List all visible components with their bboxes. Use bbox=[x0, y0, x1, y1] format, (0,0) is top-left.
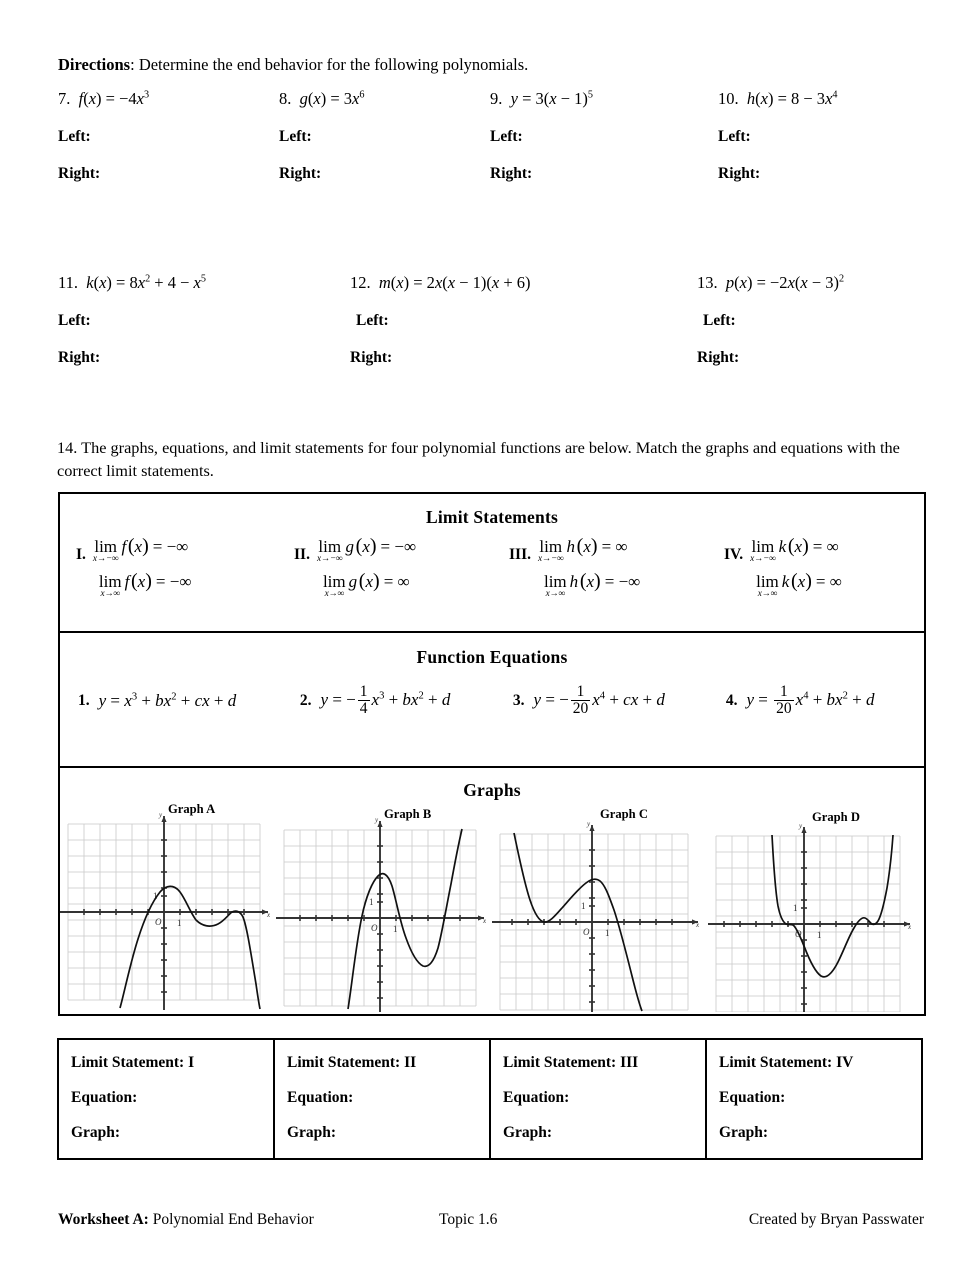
equation-2-frac-denominator: 4 bbox=[359, 699, 368, 717]
problem-7-equation: 7. $f(x) = -4x^3$ bbox=[58, 89, 150, 108]
limit-ii-line2-sub: x→∞ bbox=[324, 589, 345, 600]
svg-text:1: 1 bbox=[793, 903, 798, 913]
graphs-row bbox=[60, 804, 924, 1014]
svg-text:1: 1 bbox=[153, 891, 158, 901]
problem-10-left-label: Left: bbox=[718, 128, 751, 145]
directions-line bbox=[58, 55, 528, 75]
limit-ii-fn: g bbox=[345, 537, 354, 556]
limit-i-fn: f bbox=[121, 537, 127, 556]
function-equations-section bbox=[60, 633, 924, 768]
page-footer bbox=[58, 1211, 924, 1229]
problem-9 bbox=[490, 89, 593, 183]
graph-d-cell bbox=[708, 804, 924, 1014]
equation-2-number: 2. bbox=[299, 692, 312, 710]
limit-statement-iii-line2: lim x→∞ h (x) = −∞ bbox=[543, 570, 641, 600]
problem-12-number: 12. bbox=[350, 273, 371, 292]
answer-iv-equation-label[interactable]: Equation: bbox=[719, 1089, 786, 1106]
graphs-header: Graphs bbox=[463, 780, 521, 800]
graph-a-plot bbox=[60, 804, 277, 1012]
limit-statement-ii-line1: lim x→−∞ g (x) = −∞ bbox=[316, 535, 417, 564]
graph-a-cell bbox=[60, 804, 276, 1014]
answer-iii-graph-label[interactable]: Graph: bbox=[503, 1124, 553, 1141]
limit-i-fn2: f bbox=[124, 572, 130, 592]
equation-3-body: y = − $\frac{1}{20}$ $x^4$ + cx + d bbox=[533, 683, 665, 717]
limit-iv-fn2: k bbox=[781, 572, 790, 592]
svg-text:1: 1 bbox=[393, 924, 398, 934]
equation-2-frac-numerator: 1 bbox=[359, 683, 368, 700]
problem-9-number: 9. bbox=[490, 89, 503, 108]
limit-i-line2-sub: x→∞ bbox=[100, 589, 120, 600]
answer-ii-equation-label[interactable]: Equation: bbox=[287, 1089, 354, 1106]
graphs-section bbox=[60, 768, 924, 1017]
graph-b-cell bbox=[276, 804, 492, 1014]
limit-statement-iv-roman: IV. bbox=[724, 546, 744, 563]
directions-text: : Determine the end behavior for the following polynomials. bbox=[130, 55, 529, 74]
problem-10-right-label: Right: bbox=[718, 165, 761, 182]
limit-statements-header: Limit Statements bbox=[426, 507, 558, 527]
limit-statement-iii-line1: lim x→−∞ h (x) = ∞ bbox=[537, 535, 628, 564]
limit-ii-line1-sub: x→−∞ bbox=[316, 554, 343, 564]
equation-4-number: 4. bbox=[725, 692, 738, 710]
equation-4-frac-numerator: 1 bbox=[780, 683, 788, 700]
question-14-text: The graphs, equations, and limit statements for four polynomial functions are below. Match the graphs and equations with the correct limit statements. bbox=[57, 438, 900, 481]
svg-text:1: 1 bbox=[817, 930, 822, 940]
answer-box-ii[interactable] bbox=[275, 1040, 491, 1158]
problem-9-right-label: Right: bbox=[490, 165, 533, 182]
problem-13-number: 13. bbox=[697, 273, 718, 292]
function-equations-grid bbox=[60, 685, 924, 718]
equation-4-body: y = $\frac{1}{20}$ $x^4 + bx^2 + d$ bbox=[746, 683, 875, 717]
svg-text:1: 1 bbox=[177, 918, 182, 928]
equation-1 bbox=[60, 685, 300, 718]
answer-i-equation-label[interactable]: Equation: bbox=[71, 1089, 138, 1106]
footer-credit: Created by Bryan Passwater bbox=[748, 1211, 924, 1228]
problem-8 bbox=[279, 89, 364, 183]
answer-iii-statement: Limit Statement: III bbox=[503, 1054, 639, 1071]
footer-worksheet-title: Polynomial End Behavior bbox=[148, 1211, 314, 1228]
limit-iii-fn: h bbox=[566, 537, 576, 556]
problem-13-right-label: Right: bbox=[697, 349, 740, 366]
graph-d-plot bbox=[708, 804, 918, 1012]
svg-text:O: O bbox=[583, 927, 590, 937]
problem-11-right-label: Right: bbox=[58, 349, 101, 366]
limit-iv-line2-sub: x→∞ bbox=[757, 589, 778, 600]
graph-c-plot bbox=[492, 804, 709, 1012]
problem-11-number: 11. bbox=[58, 273, 79, 292]
problem-8-equation: 8. $g(x) = 3x^6$ bbox=[279, 89, 365, 108]
answer-ii-statement: Limit Statement: II bbox=[287, 1054, 417, 1071]
svg-text:y: y bbox=[159, 811, 163, 819]
answer-iv-graph-label[interactable]: Graph: bbox=[719, 1124, 769, 1141]
svg-text:y: y bbox=[375, 816, 379, 824]
limit-iii-line2-sub: x→∞ bbox=[545, 589, 566, 600]
answer-box-i[interactable] bbox=[59, 1040, 275, 1158]
limit-i-line1-sub: x→−∞ bbox=[92, 554, 119, 564]
problem-10 bbox=[718, 89, 838, 183]
answer-iii-equation-label[interactable]: Equation: bbox=[503, 1089, 570, 1106]
problem-9-equation: 9. $y = 3(x - 1)^5$ bbox=[490, 89, 594, 108]
problem-12-left-label: Left: bbox=[356, 312, 389, 329]
equation-1-body: $y = x^3 + bx^2$ + cx + d bbox=[98, 691, 237, 711]
footer-worksheet-label: Worksheet A: bbox=[58, 1211, 149, 1228]
directions-label: Directions bbox=[58, 55, 131, 74]
problem-9-left-label: Left: bbox=[490, 128, 523, 145]
problem-7 bbox=[58, 89, 149, 183]
svg-text:y: y bbox=[587, 820, 591, 828]
graph-b-title: Graph B bbox=[384, 807, 432, 821]
limit-statement-iii bbox=[509, 535, 724, 609]
svg-text:1: 1 bbox=[605, 928, 610, 938]
limit-ii-line1-value: −∞ bbox=[394, 537, 417, 556]
equation-4 bbox=[726, 685, 924, 718]
equation-3-number: 3. bbox=[512, 692, 525, 710]
problem-8-left-label: Left: bbox=[279, 128, 312, 145]
footer-topic: Topic 1.6 bbox=[439, 1211, 498, 1228]
limit-statement-iv bbox=[724, 535, 924, 609]
problem-13-equation: 13. $p(x) = -2x(x - 3)^2$ bbox=[697, 273, 845, 292]
equation-2 bbox=[300, 685, 513, 718]
problem-13-left-label: Left: bbox=[703, 312, 736, 329]
svg-text:1: 1 bbox=[581, 901, 586, 911]
problem-7-number: 7. bbox=[58, 89, 71, 108]
limit-ii-line2-value: ∞ bbox=[397, 572, 410, 592]
equation-4-frac-denominator: 20 bbox=[776, 699, 792, 717]
graph-b-plot bbox=[276, 804, 493, 1012]
limit-statements-section bbox=[60, 494, 924, 633]
svg-text:y: y bbox=[799, 822, 803, 830]
matching-box bbox=[58, 492, 926, 1016]
limit-statement-ii-line2: lim x→∞ g (x) = ∞ bbox=[322, 570, 410, 600]
answer-box-iv[interactable] bbox=[707, 1040, 921, 1158]
svg-text:O: O bbox=[155, 917, 162, 927]
graph-c-title: Graph C bbox=[600, 807, 648, 821]
problem-8-right-label: Right: bbox=[279, 165, 322, 182]
graph-c-cell bbox=[492, 804, 708, 1014]
graph-a-title: Graph A bbox=[168, 802, 216, 816]
problem-10-equation: 10. $h(x) = 8 - 3x^4$ bbox=[718, 89, 838, 108]
limit-statement-i bbox=[60, 535, 294, 609]
limit-iv-line2-value: ∞ bbox=[829, 572, 842, 592]
limit-statements-grid bbox=[60, 535, 924, 609]
problem-11-left-label: Left: bbox=[58, 312, 91, 329]
problem-12-equation: 12. m(x) = 2x(x − 1)(x + 6) bbox=[350, 273, 531, 292]
problem-13 bbox=[697, 273, 844, 367]
equation-2-body: y = − $\frac{1}{4}$ $x^3 + bx^2 + d$ bbox=[320, 683, 451, 717]
limit-i-line2-value: −∞ bbox=[169, 572, 192, 592]
limit-statement-i-line1: lim x→−∞ f (x) = −∞ bbox=[92, 535, 189, 564]
svg-text:1: 1 bbox=[369, 897, 374, 907]
limit-iii-line2-value: −∞ bbox=[618, 572, 641, 592]
problem-11 bbox=[58, 273, 206, 367]
svg-text:x: x bbox=[483, 917, 487, 925]
limit-statement-iii-roman: III. bbox=[509, 546, 531, 563]
problem-12-right-label: Right: bbox=[350, 349, 393, 366]
limit-iii-fn2: h bbox=[569, 572, 579, 592]
equation-4-fraction bbox=[774, 684, 794, 717]
function-equations-header: Function Equations bbox=[416, 647, 568, 667]
problem-10-number: 10. bbox=[718, 89, 739, 108]
svg-text:O: O bbox=[371, 923, 378, 933]
svg-text:x: x bbox=[267, 911, 271, 919]
answer-i-statement: Limit Statement: I bbox=[71, 1054, 195, 1071]
problem-7-left-label: Left: bbox=[58, 128, 91, 145]
answer-ii-graph-label[interactable]: Graph: bbox=[287, 1124, 337, 1141]
limit-ii-fn2: g bbox=[348, 572, 358, 592]
limit-statement-ii bbox=[294, 535, 509, 609]
limit-statement-i-roman: I. bbox=[76, 546, 86, 563]
limit-statement-ii-roman: II. bbox=[294, 546, 310, 563]
equation-3-frac-denominator: 20 bbox=[572, 699, 589, 717]
answer-iv-statement: Limit Statement: IV bbox=[719, 1054, 854, 1071]
svg-text:O: O bbox=[795, 929, 802, 939]
problem-12 bbox=[350, 273, 531, 367]
problem-11-equation: 11. $k(x) = 8x^2 + 4 - x^5$ bbox=[58, 273, 206, 292]
answer-box-iii[interactable] bbox=[491, 1040, 707, 1158]
limit-statement-iv-line1: lim x→−∞ k (x) = ∞ bbox=[750, 535, 839, 564]
limit-iv-fn: k bbox=[778, 537, 787, 556]
question-14-number: 14. bbox=[57, 438, 78, 457]
limit-iii-line1-value: ∞ bbox=[615, 537, 628, 556]
limit-iii-line1-sub: x→−∞ bbox=[537, 554, 564, 564]
problem-7-right-label: Right: bbox=[58, 165, 101, 182]
limit-iv-line1-sub: x→−∞ bbox=[750, 554, 776, 564]
svg-text:x: x bbox=[908, 923, 912, 931]
limit-iv-line1-value: ∞ bbox=[826, 537, 839, 556]
equation-3-frac-numerator: 1 bbox=[576, 683, 585, 700]
footer-worksheet bbox=[58, 1211, 439, 1229]
limit-statement-i-line2: lim x→∞ f (x) = −∞ bbox=[98, 570, 192, 600]
limit-i-line1-value: −∞ bbox=[166, 537, 189, 556]
equation-1-number: 1. bbox=[78, 692, 90, 710]
answer-boxes bbox=[57, 1038, 923, 1160]
equation-3 bbox=[513, 685, 726, 718]
problem-8-number: 8. bbox=[279, 89, 292, 108]
equation-2-fraction bbox=[358, 684, 370, 717]
limit-statement-iv-line2: lim x→∞ k (x) = ∞ bbox=[756, 570, 842, 600]
question-14-prompt bbox=[57, 436, 923, 482]
answer-i-graph-label[interactable]: Graph: bbox=[71, 1124, 121, 1141]
equation-3-fraction bbox=[571, 684, 591, 717]
svg-text:x: x bbox=[696, 921, 700, 929]
graph-d-title: Graph D bbox=[812, 810, 860, 824]
